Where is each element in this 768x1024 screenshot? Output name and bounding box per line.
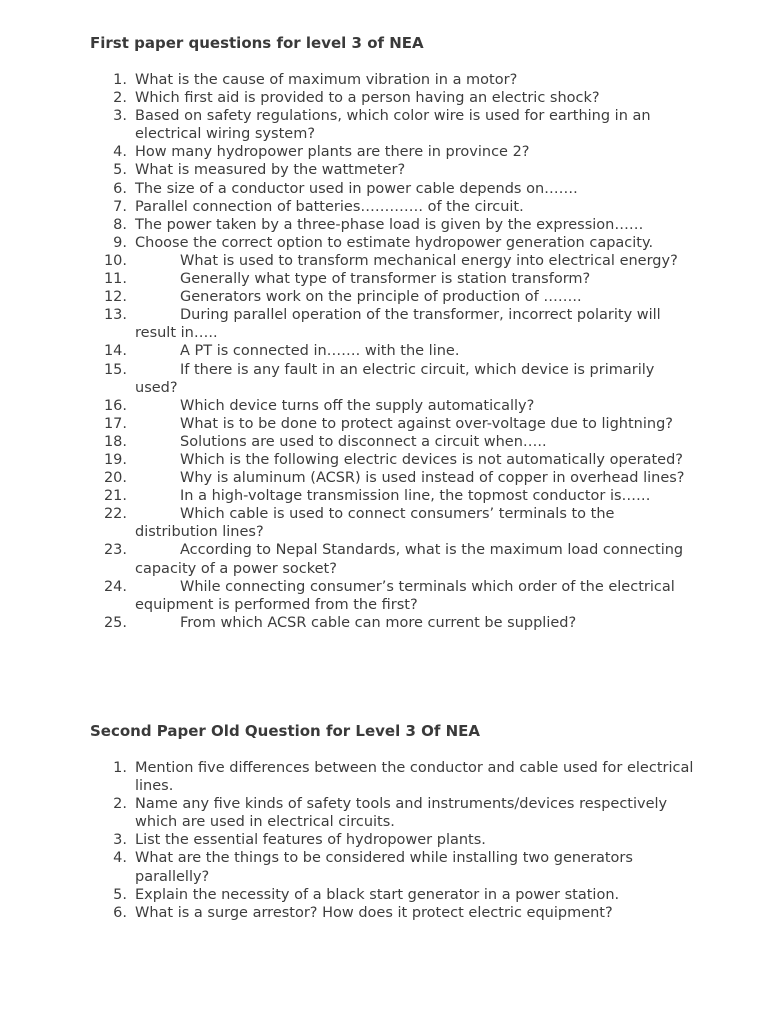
item-number: 3. xyxy=(113,832,127,849)
item-text: What is to be done to protect against over-voltage due to lightning? xyxy=(180,415,673,432)
item-text: Which cable is used to connect consumers’ terminals to the distribution lines? xyxy=(135,506,615,541)
item-text: According to Nepal Standards, what is the maximum load connecting capacity of a power socket? xyxy=(135,542,684,577)
item-text: What is used to transform mechanical energy into electrical energy? xyxy=(180,252,678,269)
list-item xyxy=(0,180,700,198)
item-number: 14. xyxy=(103,343,127,360)
item-text: A PT is connected in……. with the line. xyxy=(180,343,460,360)
item-text: Explain the necessity of a black start generator in a power station. xyxy=(135,886,620,903)
list-item xyxy=(0,505,700,541)
item-number: 4. xyxy=(113,850,127,867)
list-item xyxy=(0,759,700,795)
list-item xyxy=(0,143,700,161)
item-number: 6. xyxy=(113,904,127,921)
list-item xyxy=(0,71,700,89)
list-item xyxy=(0,469,700,487)
item-text: The size of a conductor used in power cable depends on……. xyxy=(135,180,578,197)
list-item xyxy=(0,270,700,288)
item-number: 25. xyxy=(103,614,127,631)
item-number: 2. xyxy=(113,796,127,813)
item-number: 5. xyxy=(113,162,127,179)
section-2-list xyxy=(0,759,700,922)
list-item xyxy=(0,306,700,342)
item-text: In a high-voltage transmission line, the topmost conductor is…… xyxy=(180,488,651,505)
section-1-title: First paper questions for level 3 of NEA xyxy=(90,34,424,52)
item-text: Which is the following electric devices is not automatically operated? xyxy=(180,451,683,468)
item-text: The power taken by a three-phase load is given by the expression…… xyxy=(135,216,644,233)
list-item xyxy=(0,541,700,577)
item-number: 23. xyxy=(103,542,127,559)
item-number: 16. xyxy=(103,397,127,414)
item-number: 8. xyxy=(113,216,127,233)
item-text: Mention five differences between the conductor and cable used for electrical lines. xyxy=(135,760,694,795)
list-item xyxy=(0,361,700,397)
item-number: 5. xyxy=(113,886,127,903)
item-number: 22. xyxy=(103,506,127,523)
section-1-list xyxy=(0,71,700,632)
item-text: Generally what type of transformer is station transform? xyxy=(180,271,591,288)
list-item xyxy=(0,831,700,849)
list-item xyxy=(0,252,700,270)
list-item xyxy=(0,161,700,179)
item-text: What is a surge arrestor? How does it protect electric equipment? xyxy=(135,904,613,921)
list-item xyxy=(0,578,700,614)
item-number: 17. xyxy=(103,415,127,432)
section-2-title: Second Paper Old Question for Level 3 Of NEA xyxy=(90,722,481,740)
list-item xyxy=(0,904,700,922)
item-number: 2. xyxy=(113,90,127,107)
item-text: How many hydropower plants are there in province 2? xyxy=(135,144,530,161)
list-item xyxy=(0,107,700,143)
list-item xyxy=(0,886,700,904)
item-number: 11. xyxy=(103,271,127,288)
item-number: 19. xyxy=(103,451,127,468)
list-item xyxy=(0,795,700,831)
item-text: Choose the correct option to estimate hydropower generation capacity. xyxy=(135,234,654,251)
item-text: What is measured by the wattmeter? xyxy=(135,162,406,179)
list-item xyxy=(0,433,700,451)
item-text: Generators work on the principle of production of …….. xyxy=(180,289,582,306)
item-text: List the essential features of hydropower plants. xyxy=(135,832,486,849)
item-text: Solutions are used to disconnect a circuit when….. xyxy=(180,433,547,450)
item-number: 9. xyxy=(113,234,127,251)
item-text: From which ACSR cable can more current be supplied? xyxy=(180,614,577,631)
list-item xyxy=(0,415,700,433)
item-text: What is the cause of maximum vibration in a motor? xyxy=(135,72,518,88)
item-number: 10. xyxy=(103,252,127,269)
item-text: Which device turns off the supply automatically? xyxy=(180,397,535,414)
list-item xyxy=(0,614,700,632)
item-text: Name any five kinds of safety tools and instruments/devices respectively which are used in electrical circuits. xyxy=(135,796,668,831)
item-number: 3. xyxy=(113,108,127,125)
item-text: What are the things to be considered while installing two generators parallelly? xyxy=(135,850,633,885)
list-item xyxy=(0,487,700,505)
item-number: 20. xyxy=(103,470,127,487)
item-number: 7. xyxy=(113,198,127,215)
item-number: 1. xyxy=(113,72,127,88)
list-item xyxy=(0,849,700,885)
item-number: 15. xyxy=(103,361,127,378)
list-item xyxy=(0,234,700,252)
item-text: Based on safety regulations, which color wire is used for earthing in an electrical wiring system? xyxy=(135,108,651,143)
item-number: 1. xyxy=(113,760,127,776)
list-item xyxy=(0,397,700,415)
list-item xyxy=(0,198,700,216)
list-item xyxy=(0,342,700,360)
item-number: 24. xyxy=(103,578,127,595)
item-text: Which first aid is provided to a person having an electric shock? xyxy=(135,90,600,107)
item-text: Why is aluminum (ACSR) is used instead of copper in overhead lines? xyxy=(180,470,685,487)
list-item xyxy=(0,451,700,469)
item-number: 13. xyxy=(103,307,127,324)
list-item xyxy=(0,89,700,107)
item-text: During parallel operation of the transformer, incorrect polarity will result in….. xyxy=(135,307,661,342)
list-item xyxy=(0,288,700,306)
item-number: 18. xyxy=(103,433,127,450)
item-text: Parallel connection of batteries…………. of the circuit. xyxy=(135,198,524,215)
list-item xyxy=(0,216,700,234)
item-number: 6. xyxy=(113,180,127,197)
item-text: While connecting consumer’s terminals which order of the electrical equipment is performed from the first? xyxy=(135,578,675,613)
item-text: If there is any fault in an electric circuit, which device is primarily used? xyxy=(135,361,655,396)
item-number: 4. xyxy=(113,144,127,161)
item-number: 12. xyxy=(103,289,127,306)
item-number: 21. xyxy=(103,488,127,505)
